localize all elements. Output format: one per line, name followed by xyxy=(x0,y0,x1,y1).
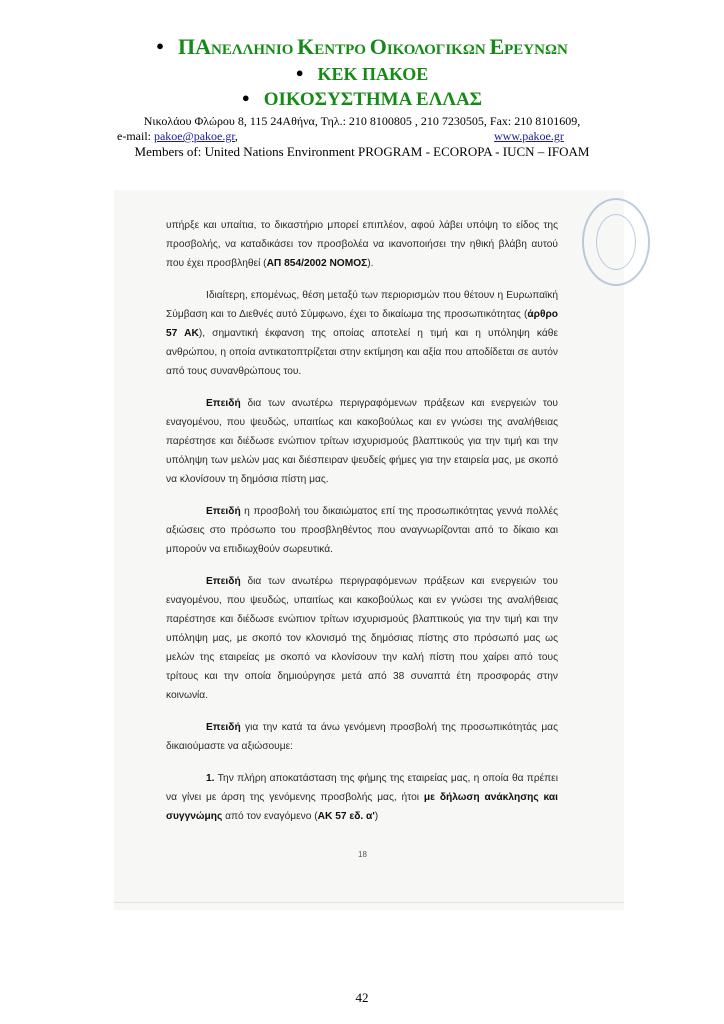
paragraph: υπήρξε και υπαίτια, το δικαστήριο μπορεί επιπλέον, αφού λάβει υπόψη το είδος της προσβολής, να καταδικάσει τον προσβολέα να ικανοποιήσει την ηθική βλάβη αυτού που έχει προσβληθεί (ΑΠ 854/2002 ΝΟΜΟΣ). xyxy=(166,220,558,269)
org-subname-line xyxy=(0,65,724,83)
paragraph: 1. Την πλήρη αποκατάσταση της φήμης της εταιρείας μας, η οποία θα πρέπει να γίνει με άρση της γενόμενης προσβολής μας, ήτοι με δήλωση ανάκλησης και συγγνώμης από τον εναγόμενο (ΑΚ 57 εδ. α') xyxy=(166,773,558,822)
bullet-icon: ● xyxy=(156,38,165,54)
org-name-part: ΙΚΟΛΟΓΙΚΩΝ xyxy=(386,42,490,58)
org-name-part: ΠΑ xyxy=(178,34,212,59)
org-name-part: ΡΕΥΝΩΝ xyxy=(504,42,568,58)
page-number: 42 xyxy=(355,990,369,1005)
email-label: e-mail: xyxy=(117,129,154,143)
divider xyxy=(114,902,624,903)
paragraph: Επειδή η προσβολή του δικαιώματος επί της προσωπικότητας γεννά πολλές αξιώσεις στο πρόσωπο του προσβληθέντος που αναγνωρίζονται από το δίκαιο και μπορούν να επιδιωχθούν σωρευτικά. xyxy=(166,506,558,555)
scanned-page-number: 18 xyxy=(358,850,367,859)
email-separator: , xyxy=(234,129,238,143)
members-line: Members of: United Nations Environment PROGRAM - ECOROPA - IUCN – IFOAM xyxy=(134,144,590,159)
letterhead xyxy=(0,36,724,159)
scanned-text xyxy=(166,216,558,839)
org-network-line xyxy=(0,90,724,109)
paragraph: Επειδή δια των ανωτέρω περιγραφόμενων πράξεων και ενεργειών του εναγομένου, που ψευδώς, υπαιτίως και κακοβούλως και εν γνώσει της αναλήθειας παρέστησε και διέδωσε ενώπιον τρίτων ισχυρισμούς βλαπτικούς για την τιμή και την υπόληψη των μελών μας και διέσπειραν ψευδείς φήμες για την εταιρεία μας, με σκοπό να κλονίσουν τη δημόσια πίστη μας. xyxy=(166,398,558,485)
org-name-part: Ο xyxy=(369,34,387,59)
paragraph: Ιδιαίτερη, επομένως, θέση μεταξύ των περιορισμών που θέτουν η Ευρωπαϊκή Σύμβαση και το Διεθνές αυτό Σύμφωνο, έχει το δικαίωμα της προσωπικότητας (άρθρο 57 ΑΚ), σημαντική έκφανση της οποίας αποτελεί η τιμή και η υπόληψη κάθε ανθρώπου, η οποία αντικατοπτρίζεται στην εκτίμηση και αξία που αποδίδεται σε αυτόν από τους συνανθρώπους του. xyxy=(166,290,558,377)
email-link[interactable]: pakoe@pakoe.gr xyxy=(153,129,235,143)
org-name-part: ΝΕΛΛΗΝΙΟ xyxy=(211,42,298,58)
org-name-part: Ε xyxy=(489,34,505,59)
bullet-icon: ● xyxy=(241,90,250,106)
website-link[interactable]: www.pakoe.gr xyxy=(494,129,564,143)
paragraph: Επειδή δια των ανωτέρω περιγραφόμενων πράξεων και ενεργειών του εναγομένου, που ψευδώς, υπαιτίως και κακοβούλως και εν γνώσει της αναλήθειας παρέστησε και διέδωσε ενώπιον τρίτων ισχυρισμούς βλαπτικούς για την τιμή και την υπόληψη μας, με σκοπό τον κλονισμό της δημόσιας πίστης στο πρόσωπό μας ως μελών της εταιρείας με σκοπό να κλονίσουν την καλή πίστη που χαίρει από τους τρίτους και την οποία δημιούργησε μετά από 38 συναπτά έτη προσφοράς στην κοινωνία. xyxy=(166,576,558,701)
stamp-icon xyxy=(582,198,650,286)
org-name-part: ΕΝΤΡΟ xyxy=(314,42,370,58)
address-line: Νικολάου Φλώρου 8, 115 24Αθήνα, Τηλ.: 210 8100805 , 210 7230505, Fax: 210 8101609, xyxy=(143,114,581,128)
org-name-part: Κ xyxy=(297,34,315,59)
contact-line xyxy=(0,129,724,144)
org-network: ΟΙΚΟΣΥΣΤΗΜΑ ΕΛΛΑΣ xyxy=(263,89,483,110)
org-subname: ΚΕΚ ΠΑΚΟΕ xyxy=(317,64,429,84)
org-name-line xyxy=(0,36,724,58)
paragraph: Επειδή για την κατά τα άνω γενόμενη προσβολή της προσωπικότητάς μας δικαιούμαστε να αξιώσουμε: xyxy=(166,722,558,752)
bullet-icon: ● xyxy=(295,65,304,81)
scanned-page xyxy=(114,190,624,910)
